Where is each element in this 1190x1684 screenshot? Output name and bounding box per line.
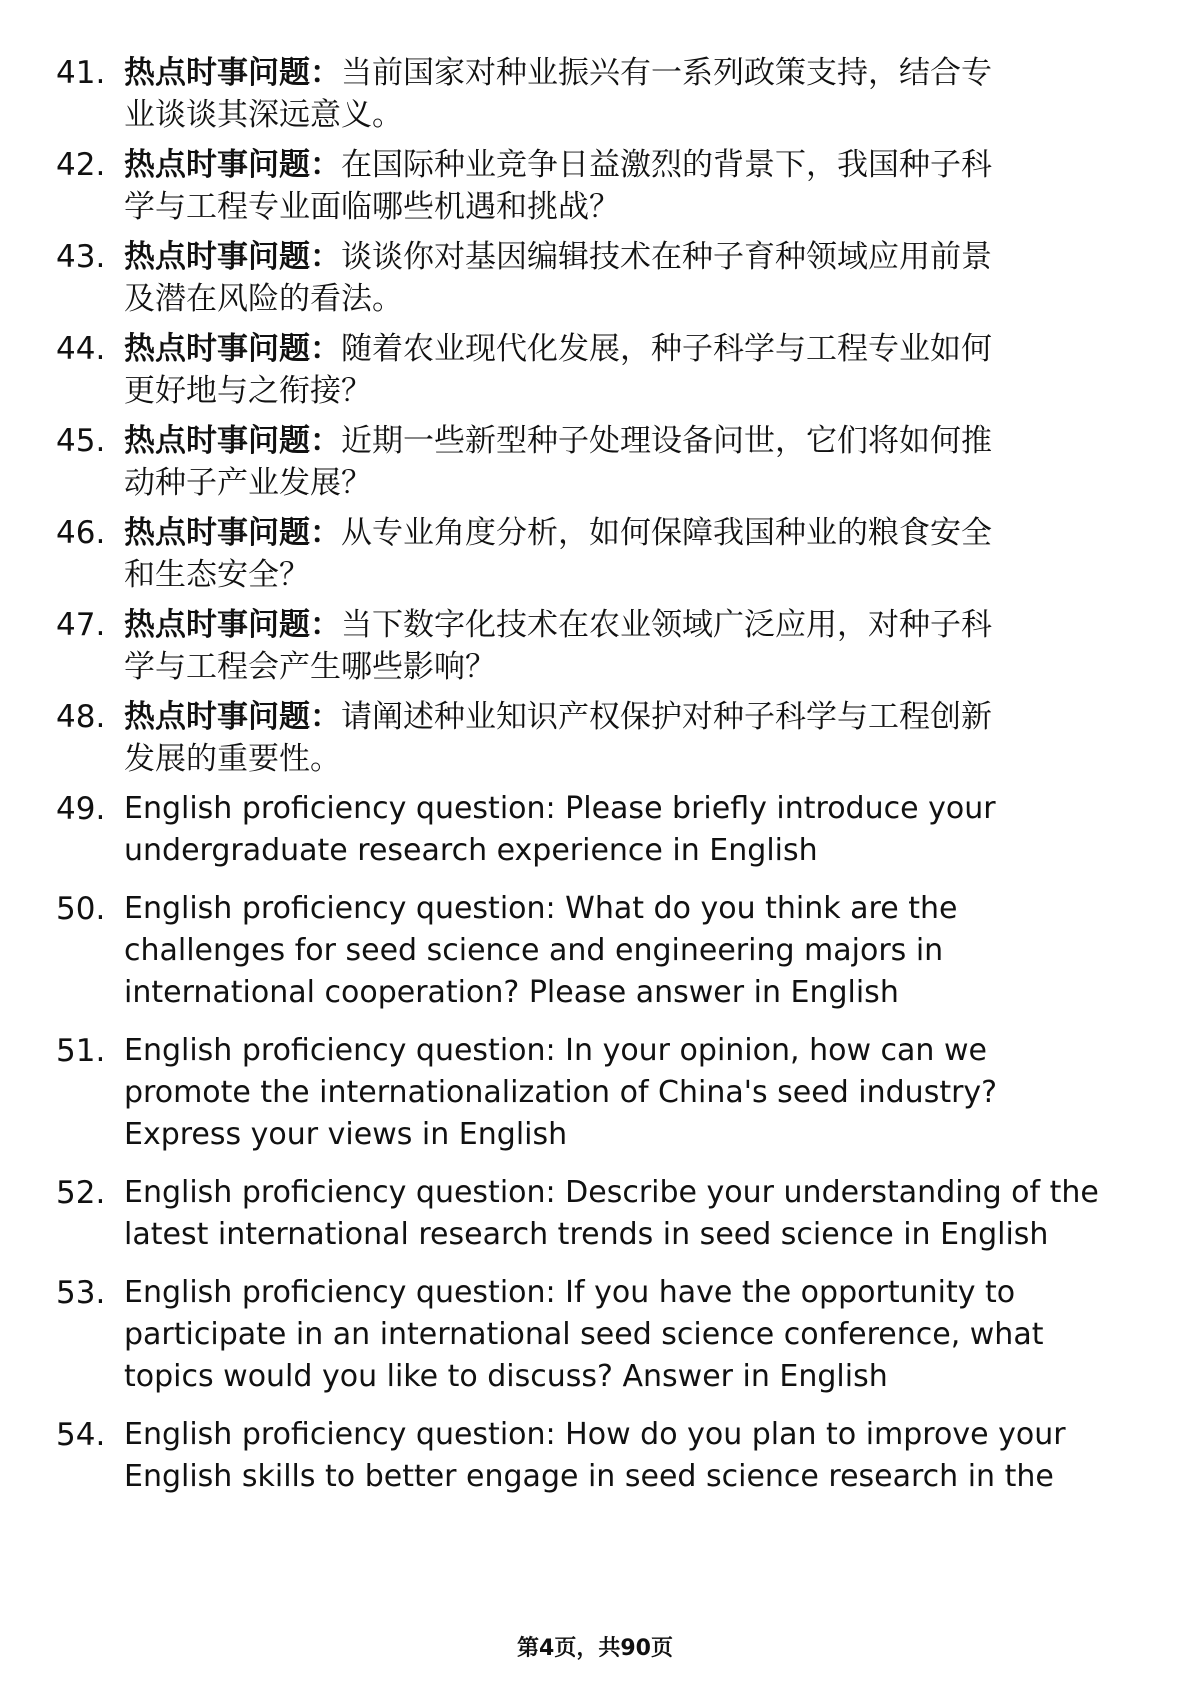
- question-text: [124, 420, 1136, 504]
- question-line: 近期一些新型种子处理设备问世，它们将如何推: [341, 423, 992, 459]
- question-number: 51.: [56, 1033, 106, 1069]
- page-footer: 第4页，共90页: [517, 1636, 673, 1661]
- question-category: 热点时事问题：: [124, 515, 341, 551]
- question-line: 在国际种业竞争日益激烈的背景下，我国种子科: [341, 147, 992, 183]
- question-number: 53.: [56, 1275, 106, 1311]
- question-number: 44.: [56, 331, 106, 367]
- question-line: 当下数字化技术在农业领域广泛应用，对种子科: [341, 607, 992, 643]
- list-item: [56, 1272, 1136, 1398]
- question-line: international cooperation? Please answer in English: [124, 975, 899, 1010]
- question-line: promote the internationalization of China's seed industry?: [124, 1075, 998, 1110]
- question-number: 47.: [56, 607, 106, 643]
- question-category: 热点时事问题：: [124, 239, 341, 275]
- question-line: 及潜在风险的看法。: [124, 281, 403, 317]
- list-item: [56, 144, 1136, 228]
- question-text: [124, 788, 1136, 872]
- question-line: English proficiency question: What do you think are the: [124, 891, 958, 926]
- question-category: 热点时事问题：: [124, 607, 341, 643]
- list-item: [56, 420, 1136, 504]
- question-line: 随着农业现代化发展，种子科学与工程专业如何: [341, 331, 992, 367]
- question-category: 热点时事问题：: [124, 699, 341, 735]
- question-number: 45.: [56, 423, 106, 459]
- question-line: undergraduate research experience in English: [124, 833, 818, 868]
- question-line: 动种子产业发展？: [124, 465, 372, 501]
- question-number: 46.: [56, 515, 106, 551]
- list-item: [56, 696, 1136, 780]
- question-line: 学与工程会产生哪些影响？: [124, 649, 496, 685]
- question-line: 请阐述种业知识产权保护对种子科学与工程创新: [341, 699, 992, 735]
- question-number: 48.: [56, 699, 106, 735]
- question-text: [124, 512, 1136, 596]
- question-line: 更好地与之衔接？: [124, 373, 372, 409]
- question-line: 发展的重要性。: [124, 741, 341, 777]
- question-line: English proficiency question: If you have the opportunity to: [124, 1275, 1016, 1310]
- list-item: [56, 1030, 1136, 1156]
- question-text: [124, 52, 1136, 136]
- question-number: 43.: [56, 239, 106, 275]
- question-line: English proficiency question: In your opinion, how can we: [124, 1033, 987, 1068]
- question-number: 41.: [56, 55, 106, 91]
- list-item: [56, 788, 1136, 872]
- question-number: 50.: [56, 891, 106, 927]
- question-text: [124, 1030, 1136, 1156]
- question-line: English proficiency question: How do you plan to improve your: [124, 1417, 1066, 1452]
- question-text: [124, 888, 1136, 1014]
- question-text: [124, 1414, 1136, 1498]
- question-category: 热点时事问题：: [124, 423, 341, 459]
- question-text: [124, 604, 1136, 688]
- question-text: [124, 1172, 1136, 1256]
- question-category: 热点时事问题：: [124, 147, 341, 183]
- question-line: 当前国家对种业振兴有一系列政策支持，结合专: [341, 55, 992, 91]
- question-line: participate in an international seed science conference, what: [124, 1317, 1044, 1352]
- question-text: [124, 1272, 1136, 1398]
- question-list: [56, 52, 1136, 1514]
- question-line: 业谈谈其深远意义。: [124, 97, 403, 133]
- question-text: [124, 144, 1136, 228]
- question-line: latest international research trends in seed science in English: [124, 1217, 1049, 1252]
- list-item: [56, 1172, 1136, 1256]
- list-item: [56, 328, 1136, 412]
- question-number: 54.: [56, 1417, 106, 1453]
- question-line: 从专业角度分析，如何保障我国种业的粮食安全: [341, 515, 992, 551]
- question-text: [124, 696, 1136, 780]
- question-line: English proficiency question: Describe your understanding of the: [124, 1175, 1099, 1210]
- question-number: 52.: [56, 1175, 106, 1211]
- question-number: 42.: [56, 147, 106, 183]
- question-line: Express your views in English: [124, 1117, 568, 1152]
- question-category: 热点时事问题：: [124, 331, 341, 367]
- list-item: [56, 52, 1136, 136]
- list-item: [56, 604, 1136, 688]
- question-line: English skills to better engage in seed science research in the: [124, 1459, 1054, 1494]
- question-number: 49.: [56, 791, 106, 827]
- question-line: 谈谈你对基因编辑技术在种子育种领域应用前景: [341, 239, 992, 275]
- question-text: [124, 328, 1136, 412]
- list-item: [56, 512, 1136, 596]
- question-line: 学与工程专业面临哪些机遇和挑战？: [124, 189, 620, 225]
- question-line: English proficiency question: Please briefly introduce your: [124, 791, 996, 826]
- question-category: 热点时事问题：: [124, 55, 341, 91]
- list-item: [56, 236, 1136, 320]
- list-item: [56, 888, 1136, 1014]
- question-line: topics would you like to discuss? Answer in English: [124, 1359, 888, 1394]
- list-item: [56, 1414, 1136, 1498]
- question-line: challenges for seed science and engineering majors in: [124, 933, 944, 968]
- question-text: [124, 236, 1136, 320]
- question-line: 和生态安全？: [124, 557, 310, 593]
